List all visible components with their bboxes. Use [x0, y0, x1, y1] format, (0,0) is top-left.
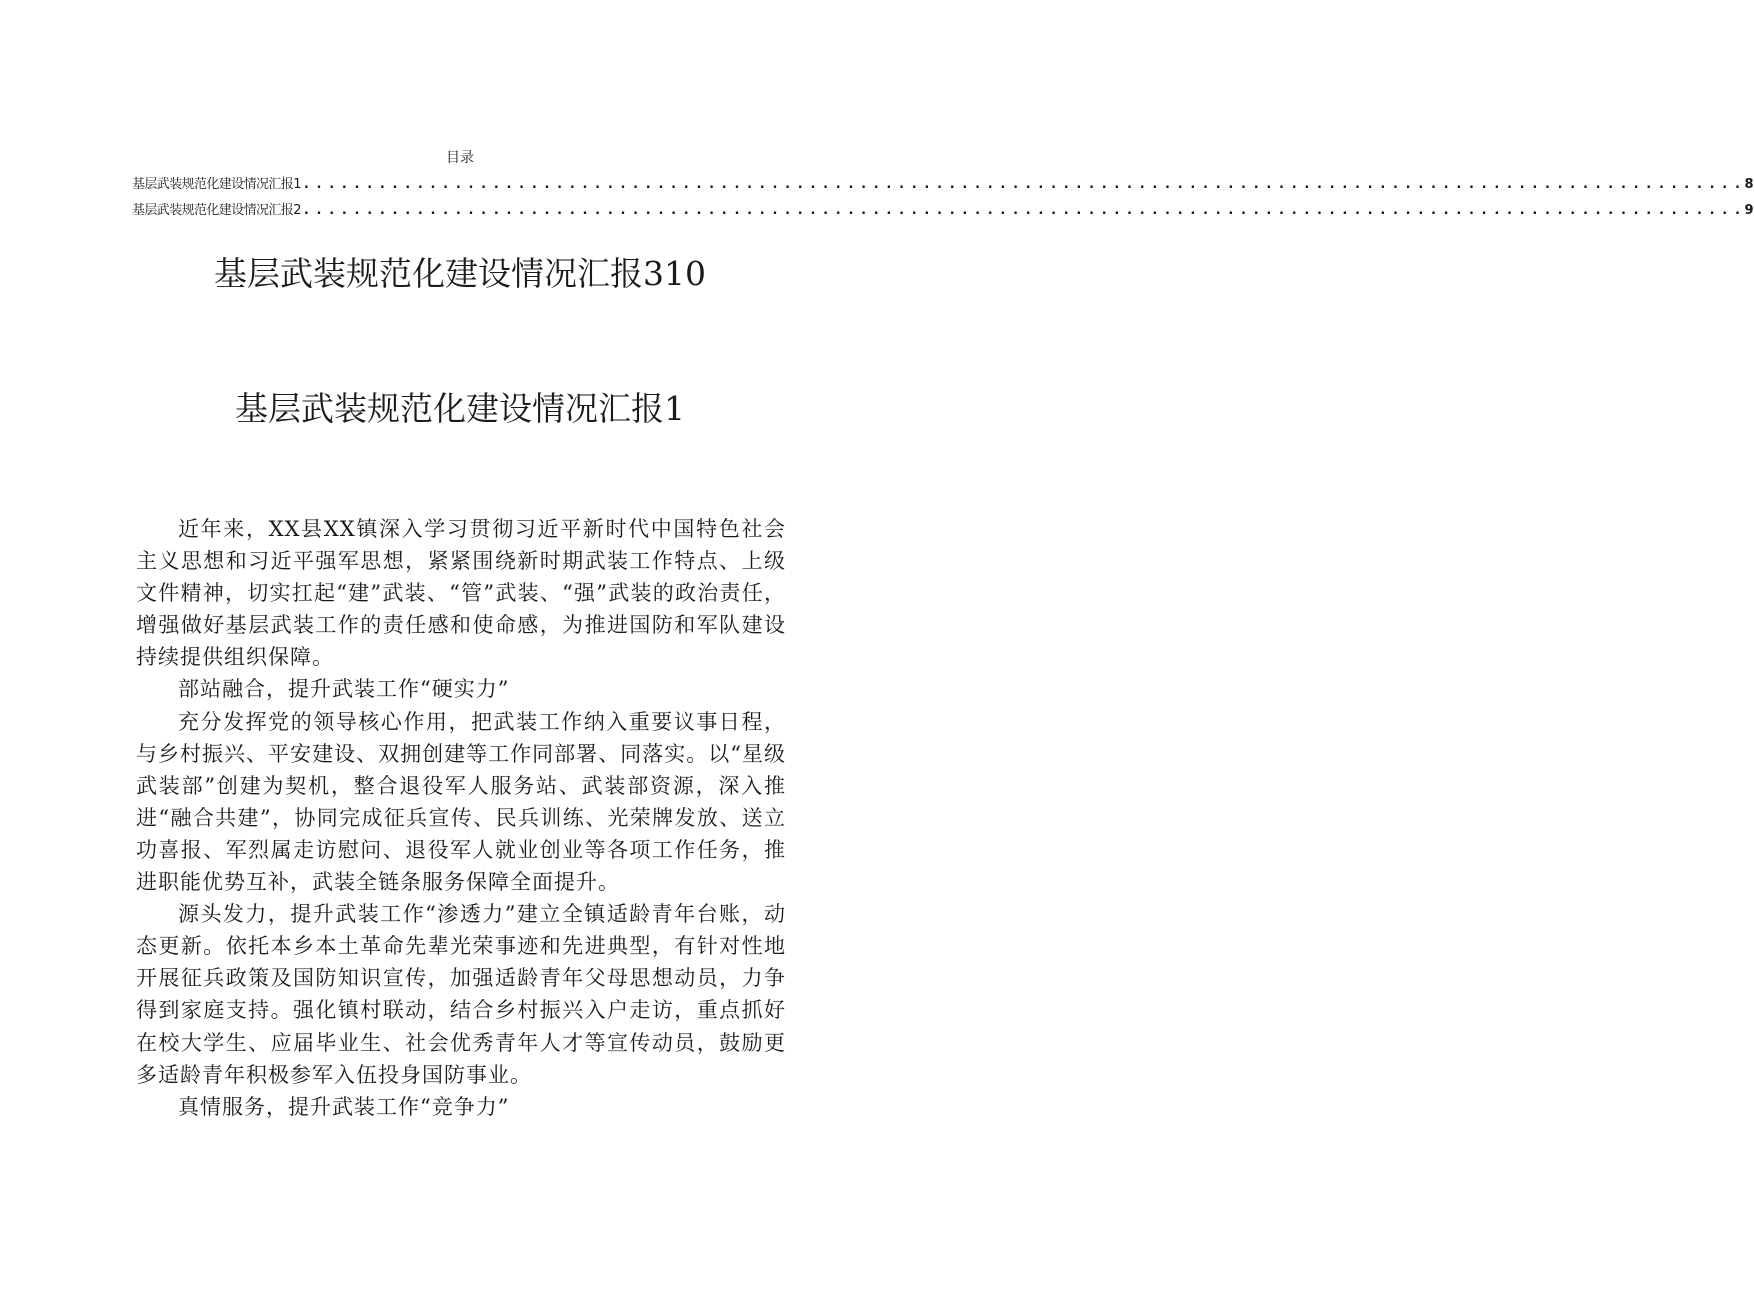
- section-title: 基层武装规范化建设情况汇报1: [235, 389, 685, 428]
- toc-entry-page: 8: [1744, 177, 1754, 192]
- toc-dot-leader: . . . . . . . . . . . . . . . . . . . . . . . . . . . . . . . . . . . . . . . . . . . . . . . . . . . . . . . . . . . . . . . . . . . . . . . . . . . . . . . . . . . . . . . . . . . . . . . . . . . . . . . . . . . . . . . . . .: [303, 177, 1742, 192]
- paragraph: 充分发挥党的领导核心作用，把武装工作纳入重要议事日程，与乡村振兴、平安建设、双拥创建等工作同部署、同落实。以“星级武装部”创建为契机，整合退役军人服务站、武装部资源，深入推进“融合共建”，协同完成征兵宣传、民兵训练、光荣牌发放、送立功喜报、军烈属走访慰问、退役军人就业创业等各项工作任务，推进职能优势互补，武装全链条服务保障全面提升。: [136, 709, 786, 895]
- body-text: [136, 513, 786, 1123]
- subheading: 真情服务，提升武装工作“竞争力”: [178, 1094, 510, 1119]
- paragraph: 近年来，XX县XX镇深入学习贯彻习近平新时代中国特色社会主义思想和习近平强军思想，紧紧围绕新时期武装工作特点、上级文件精神，切实扛起“建”武装、“管”武装、“强”武装的政治责任，增强做好基层武装工作的责任感和使命感，为推进国防和军队建设持续提供组织保障。: [136, 517, 786, 670]
- toc-entry[interactable]: [132, 176, 1754, 194]
- toc-title: 目录: [446, 150, 474, 166]
- paragraph: 源头发力，提升武装工作“渗透力”建立全镇适龄青年台账，动态更新。依托本乡本土革命先辈光荣事迹和先进典型，有针对性地开展征兵政策及国防知识宣传，加强适龄青年父母思想动员，力争得到家庭支持。强化镇村联动，结合乡村振兴入户走访，重点抓好在校大学生、应届毕业生、社会优秀青年人才等宣传动员，鼓励更多适龄青年积极参军入伍投身国防事业。: [136, 902, 786, 1087]
- toc-entry-page: 9: [1744, 203, 1754, 218]
- toc-dot-leader: . . . . . . . . . . . . . . . . . . . . . . . . . . . . . . . . . . . . . . . . . . . . . . . . . . . . . . . . . . . . . . . . . . . . . . . . . . . . . . . . . . . . . . . . . . . . . . . . . . . . . . . . . . . . . . . . . .: [303, 203, 1742, 218]
- subheading: 部站融合，提升武装工作“硬实力”: [178, 677, 510, 702]
- main-title: 基层武装规范化建设情况汇报310: [214, 254, 706, 293]
- toc-entry-label: 基层武装规范化建设情况汇报1: [132, 177, 301, 192]
- toc-entry[interactable]: [132, 202, 1754, 220]
- toc-entry-label: 基层武装规范化建设情况汇报2: [132, 203, 301, 218]
